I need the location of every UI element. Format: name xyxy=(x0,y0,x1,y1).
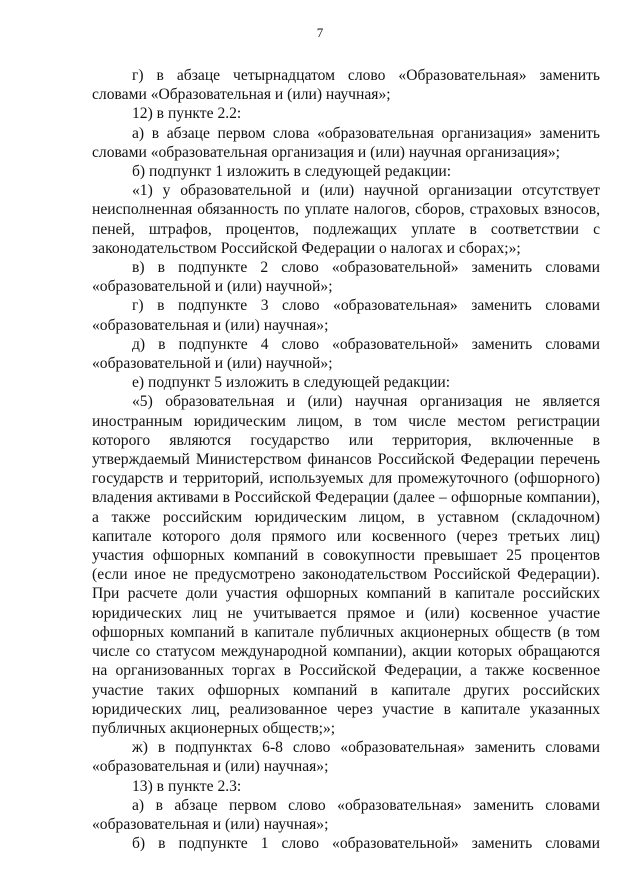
paragraph: «5) образовательная и (или) научная организация не является иностранным юридическим лицом, в том числе местом регистрации которого являются государство или территория, включенные в утверждаемый Министерством финансов Российской Федерации перечень государств и территорий, используемых для промежуточного (офшорного) владения активами в Российской Федерации (далее – офшорные компании), а также российским юридическим лицом, в уставном (складочном) капитале которого доля прямого или косвенного (через третьих лиц) участия офшорных компаний в совокупности превышает 25 процентов (если иное не предусмотрено законодательством Российской Федерации). При расчете доли участия офшорных компаний в капитале российских юридических лиц не учитывается прямое и (или) косвенное участие офшорных компаний в капитале публичных акционерных обществ (в том числе со статусом международной компании), акции которых обращаются на организованных торгах в Российской Федерации, а также косвенное участие таких офшорных компаний в капитале других российских юридических лиц, реализованное через участие в капитале указанных публичных акционерных обществ;»; xyxy=(92,393,600,737)
document-body xyxy=(92,66,600,853)
paragraph: 13) в пункте 2.3: xyxy=(132,777,242,795)
paragraph: е) подпункт 5 изложить в следующей редакции: xyxy=(132,374,451,392)
paragraph: а) в абзаце первом слова «образовательная организация» заменить словами «образовательная организация и (или) научная организация»; xyxy=(92,124,600,161)
paragraph: г) в абзаце четырнадцатом слово «Образовательная» заменить словами «Образовательная и (или) научная»; xyxy=(92,67,600,104)
paragraph: б) в подпункте 1 слово «образовательной» заменить словами xyxy=(132,835,600,853)
paragraph: ж) в подпунктах 6-8 слово «образовательная» заменить словами «образовательная и (или) научная»; xyxy=(92,739,600,776)
paragraph: а) в абзаце первом слово «образовательная» заменить словами «образовательная и (или) научная»; xyxy=(92,796,600,833)
paragraph: 12) в пункте 2.2: xyxy=(132,105,242,123)
paragraph: б) подпункт 1 изложить в следующей редакции: xyxy=(132,163,452,181)
paragraph: в) в подпункте 2 слово «образовательной» заменить словами «образовательной и (или) научной»; xyxy=(92,259,600,296)
page-number: 7 xyxy=(316,25,324,40)
paragraph: «1) у образовательной и (или) научной организации отсутствует неисполненная обязанность по уплате налогов, сборов, страховых взносов, пеней, штрафов, процентов, подлежащих уплате в соответствии с законодательством Российской Федерации о налогах и сборах;»; xyxy=(92,182,600,257)
paragraph: д) в подпункте 4 слово «образовательной» заменить словами «образовательной и (или) научной»; xyxy=(92,335,600,373)
paragraph: г) в подпункте 3 слово «образовательная» заменить словами «образовательная и (или) научная»; xyxy=(92,297,600,334)
